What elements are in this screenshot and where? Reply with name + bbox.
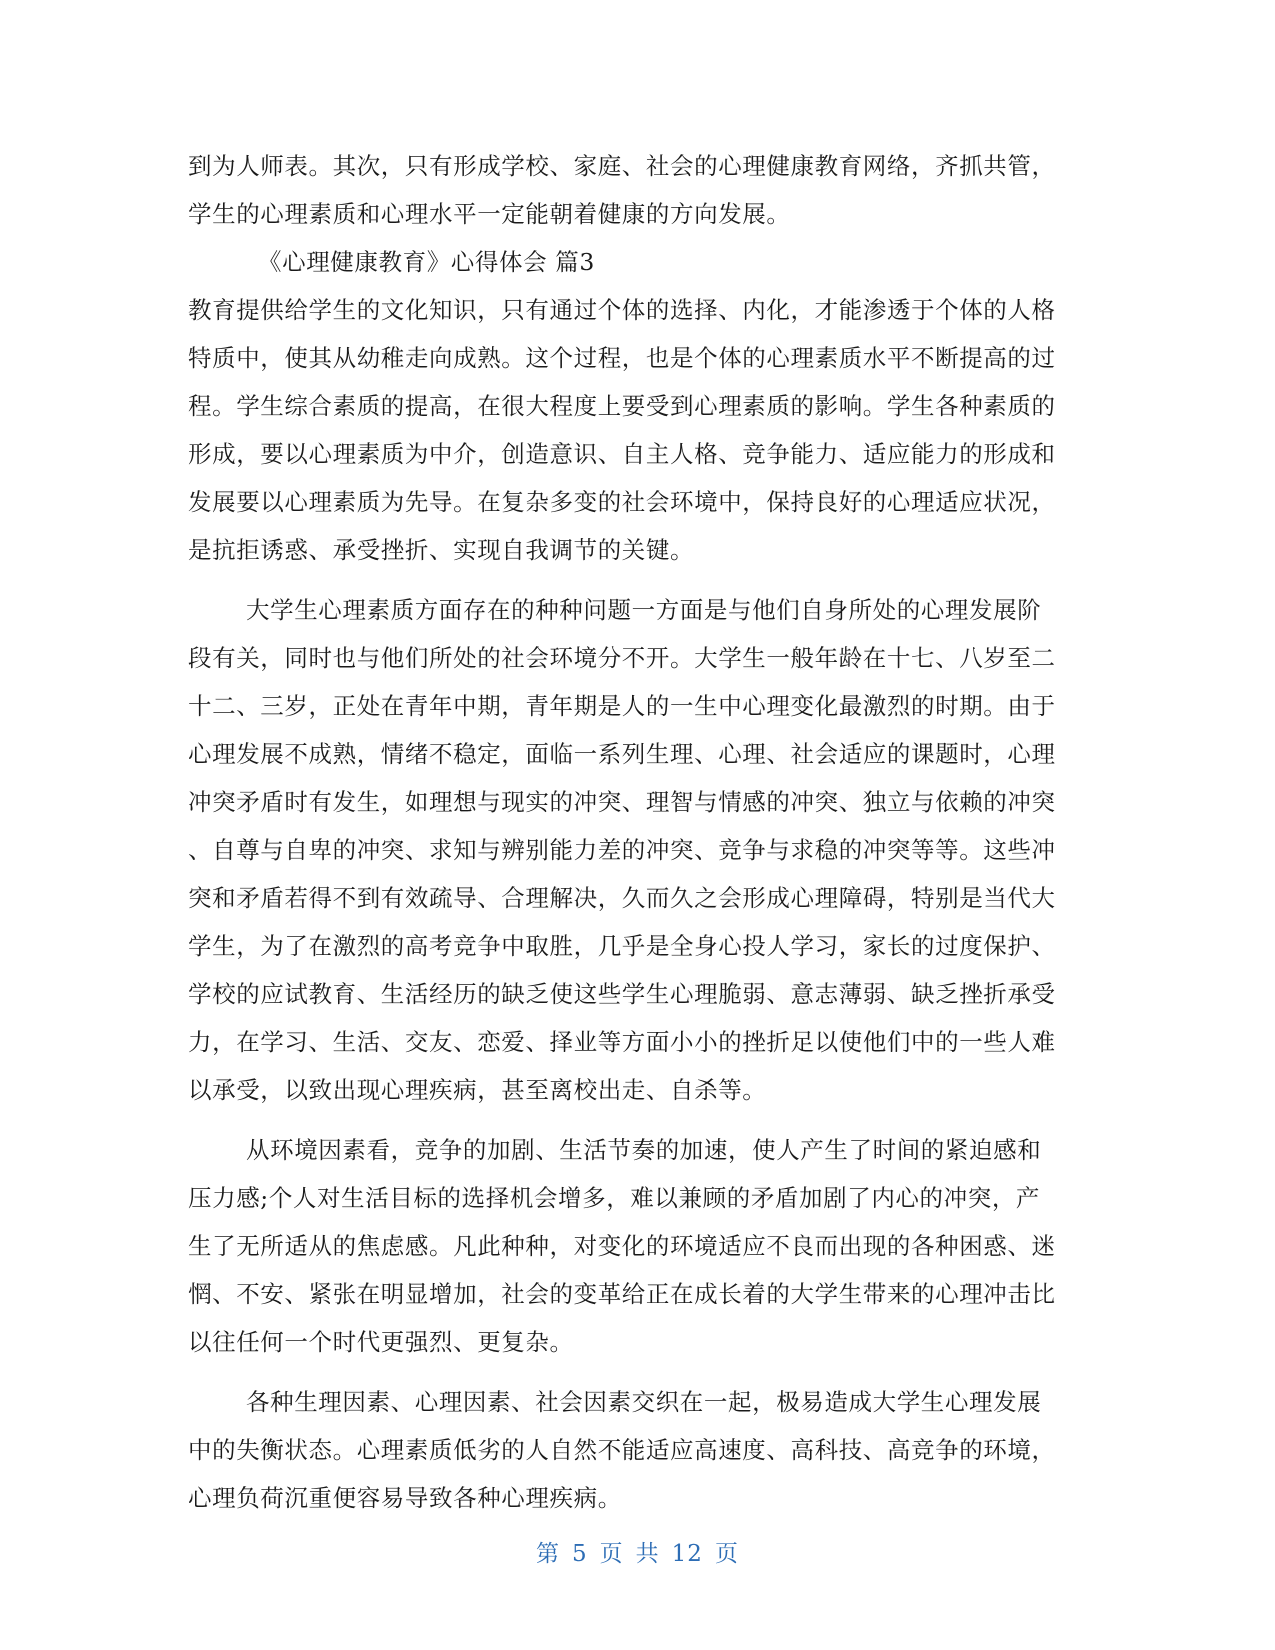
paragraph-gap: [188, 574, 1086, 586]
body-line: 惘、不安、紧张在明显增加，社会的变革给正在成长着的大学生带来的心理冲击比: [188, 1280, 1056, 1308]
body-line: 学生，为了在激烈的高考竞争中取胜，几乎是全身心投人学习，家长的过度保护、: [188, 932, 1056, 960]
body-line: 大学生心理素质方面存在的种种问题一方面是与他们自身所处的心理发展阶: [246, 596, 1042, 624]
footer-label-ye: 页: [714, 1541, 739, 1567]
document-body: [188, 142, 1086, 1522]
body-line: 十二、三岁，正处在青年中期，青年期是人的一生中心理变化最激烈的时期。由于: [188, 692, 1056, 720]
body-line: 压力感;个人对生活目标的选择机会增多，难以兼顾的矛盾加剧了内心的冲突，产: [188, 1184, 1041, 1212]
body-line: 、自尊与自卑的冲突、求知与辨别能力差的冲突、竞争与求稳的冲突等等。这些冲: [188, 836, 1056, 864]
body-line: 各种生理因素、心理因素、社会因素交织在一起，极易造成大学生心理发展: [246, 1388, 1042, 1416]
body-line: 段有关，同时也与他们所处的社会环境分不开。大学生一般年龄在十七、八岁至二: [188, 644, 1056, 672]
section-heading: 《心理健康教育》心得体会 篇3: [258, 248, 595, 276]
body-line: 程。学生综合素质的提高，在很大程度上要受到心理素质的影响。学生各种素质的: [188, 392, 1056, 420]
body-line: 突和矛盾若得不到有效疏导、合理解决，久而久之会形成心理障碍，特别是当代大: [188, 884, 1056, 912]
body-line: 形成，要以心理素质为中介，创造意识、自主人格、竞争能力、适应能力的形成和: [188, 440, 1056, 468]
paragraph-gap: [188, 1114, 1086, 1126]
body-line: 从环境因素看，竞争的加剧、生活节奏的加速，使人产生了时间的紧迫感和: [246, 1136, 1042, 1164]
body-line: 特质中，使其从幼稚走向成熟。这个过程，也是个体的心理素质水平不断提高的过: [188, 344, 1056, 372]
body-line: 冲突矛盾时有发生，如理想与现实的冲突、理智与情感的冲突、独立与依赖的冲突: [188, 788, 1056, 816]
body-line: 学生的心理素质和心理水平一定能朝着健康的方向发展。: [188, 200, 791, 228]
footer-current-page: 5: [572, 1541, 588, 1567]
body-line: 学校的应试教育、生活经历的缺乏使这些学生心理脆弱、意志薄弱、缺乏挫折承受: [188, 980, 1056, 1008]
body-line: 心理发展不成熟，情绪不稳定，面临一系列生理、心理、社会适应的课题时，心理: [188, 740, 1056, 768]
body-line: 教育提供给学生的文化知识，只有通过个体的选择、内化，才能渗透于个体的人格: [188, 296, 1056, 324]
body-line: 力，在学习、生活、交友、恋爱、择业等方面小小的挫折足以使他们中的一些人难: [188, 1028, 1056, 1056]
footer-total-pages: 12: [671, 1541, 703, 1567]
paragraph-gap: [188, 1366, 1086, 1378]
footer-label-di: 第: [536, 1541, 561, 1567]
body-line: 生了无所适从的焦虑感。凡此种种，对变化的环境适应不良而出现的各种困惑、迷: [188, 1232, 1056, 1260]
body-line: 以往任何一个时代更强烈、更复杂。: [188, 1328, 574, 1356]
footer-label-ye: 页: [599, 1541, 624, 1567]
body-line: 心理负荷沉重便容易导致各种心理疾病。: [188, 1484, 622, 1512]
footer-label-gong: 共: [635, 1541, 660, 1567]
body-line: 到为人师表。其次，只有形成学校、家庭、社会的心理健康教育网络，齐抓共管，: [188, 152, 1056, 180]
body-line: 以承受，以致出现心理疾病，甚至离校出走、自杀等。: [188, 1076, 767, 1104]
body-line: 是抗拒诱惑、承受挫折、实现自我调节的关键。: [188, 536, 695, 564]
body-line: 中的失衡状态。心理素质低劣的人自然不能适应高速度、高科技、高竞争的环境，: [188, 1436, 1056, 1464]
page-footer: [0, 1535, 1275, 1568]
body-line: 发展要以心理素质为先导。在复杂多变的社会环境中，保持良好的心理适应状况，: [188, 488, 1056, 516]
